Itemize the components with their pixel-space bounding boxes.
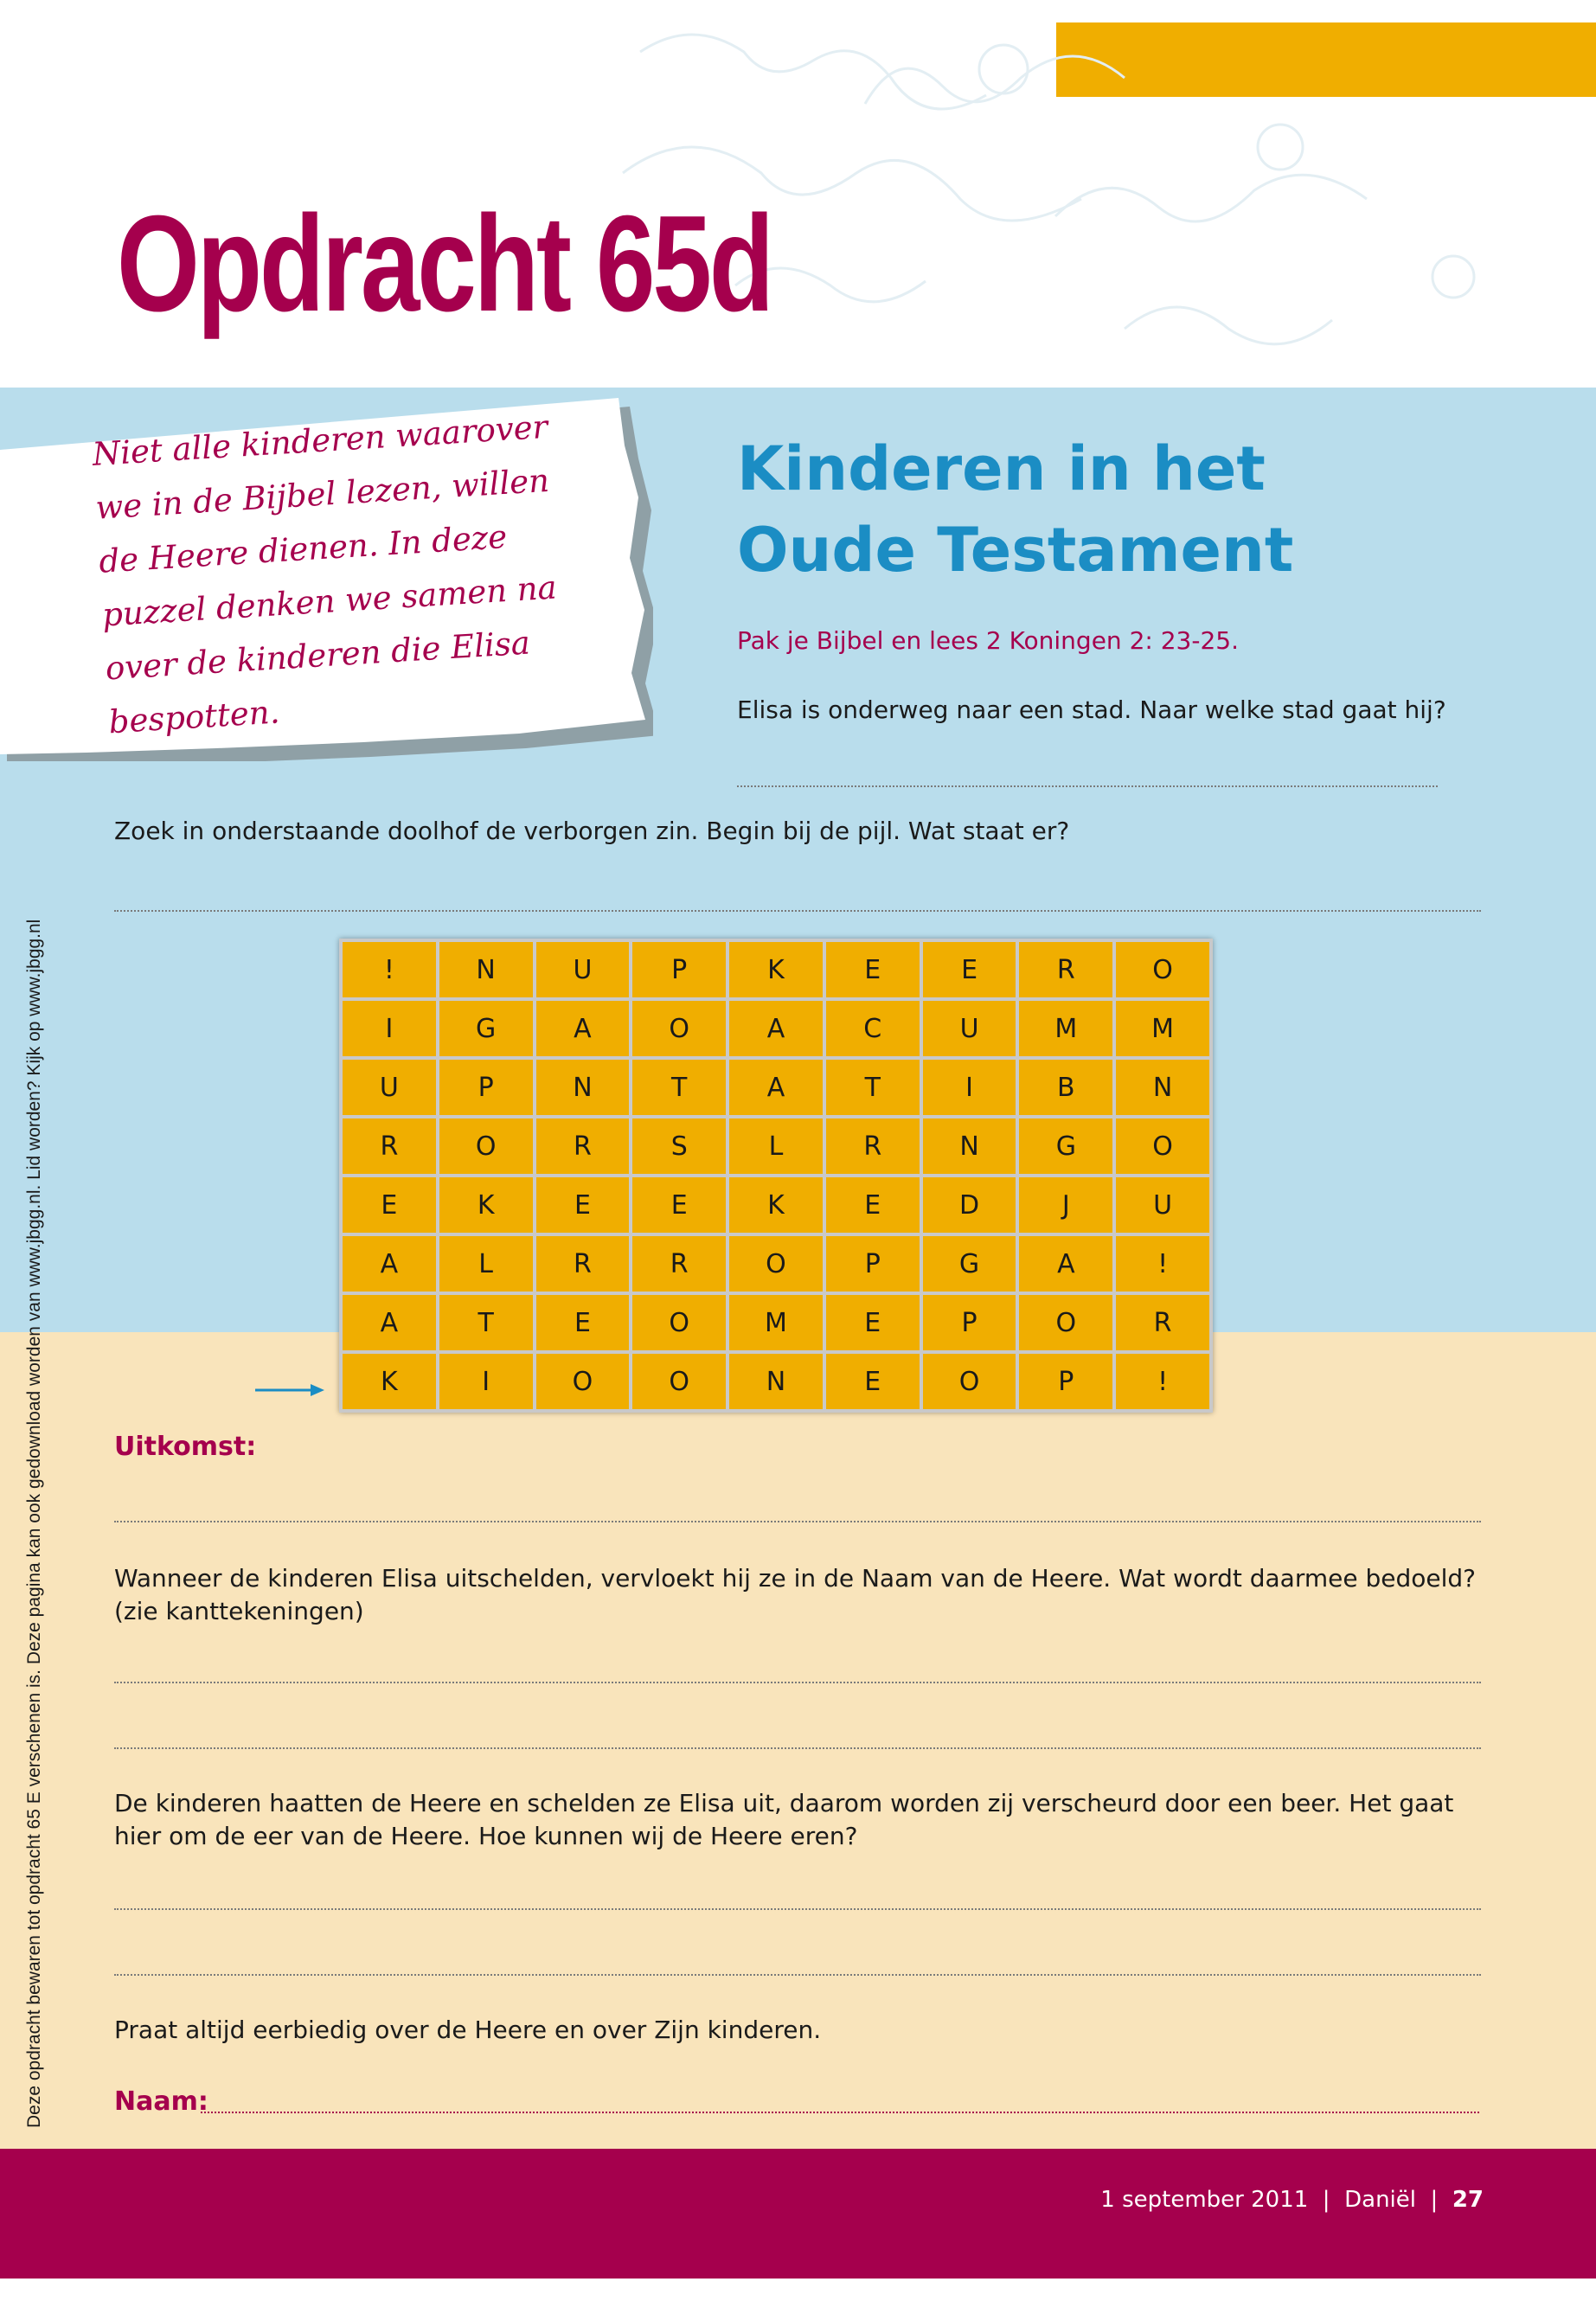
maze-cell: N <box>1116 1060 1209 1115</box>
maze-cell: P <box>826 1236 920 1292</box>
maze-cell: ! <box>1116 1354 1209 1409</box>
answer-line-4b[interactable] <box>114 1974 1481 1976</box>
maze-cell: O <box>729 1236 823 1292</box>
answer-line-3b[interactable] <box>114 1747 1481 1749</box>
maze-cell: O <box>439 1118 533 1174</box>
maze-cell: E <box>826 1177 920 1233</box>
maze-cell: R <box>343 1118 436 1174</box>
maze-cell: M <box>1116 1001 1209 1056</box>
maze-cell: E <box>632 1177 726 1233</box>
maze-cell: O <box>923 1354 1016 1409</box>
maze-cell: I <box>343 1001 436 1056</box>
name-label: Naam: <box>114 2086 208 2117</box>
maze-cell: I <box>439 1354 533 1409</box>
maze-cell: ! <box>1116 1236 1209 1292</box>
maze-cell: E <box>826 1354 920 1409</box>
maze-cell: L <box>439 1236 533 1292</box>
maze-cell: I <box>923 1060 1016 1115</box>
result-answer-line[interactable] <box>114 1521 1481 1522</box>
maze-cell: O <box>1019 1295 1112 1350</box>
maze-cell: R <box>632 1236 726 1292</box>
maze-cell: K <box>729 942 823 997</box>
maze-cell: E <box>826 942 920 997</box>
maze-cell: G <box>439 1001 533 1056</box>
maze-cell: O <box>632 1354 726 1409</box>
maze-cell: C <box>826 1001 920 1056</box>
maze-cell: J <box>1019 1177 1112 1233</box>
section-heading: Kinderen in het Oude Testament <box>737 433 1294 586</box>
maze-cell: T <box>826 1060 920 1115</box>
maze-cell: M <box>1019 1001 1112 1056</box>
maze-cell: R <box>1019 942 1112 997</box>
maze-cell: N <box>923 1118 1016 1174</box>
question-4: De kinderen haatten de Heere en schelden ze Elisa uit, daarom worden zij verscheurd door een beer. Het gaat hier om de eer van de Heere. Hoe kunnen wij de Heere eren? <box>114 1789 1454 1850</box>
maze-cell: E <box>343 1177 436 1233</box>
question-3: Wanneer de kinderen Elisa uitschelden, vervloekt hij ze in de Naam van de Heere. Wat wordt daarmee bedoeld? (zie kanttekeningen) <box>114 1564 1477 1625</box>
footer-info: 1 september 2011 | Daniël | 27 <box>1100 2187 1484 2213</box>
footer-date: 1 september 2011 <box>1100 2187 1309 2213</box>
maze-cell: K <box>729 1177 823 1233</box>
maze-cell: A <box>729 1060 823 1115</box>
page-title: Opdracht 65d <box>117 188 772 340</box>
read-instruction: Pak je Bijbel en lees 2 Koningen 2: 23-25. <box>737 626 1239 655</box>
maze-cell: E <box>536 1177 630 1233</box>
maze-cell: O <box>1116 1118 1209 1174</box>
maze-cell: ! <box>343 942 436 997</box>
maze-cell: N <box>729 1354 823 1409</box>
maze-cell: B <box>1019 1060 1112 1115</box>
start-arrow-icon <box>255 1381 324 1400</box>
footer-section: Daniël <box>1344 2187 1416 2213</box>
maze-cell: A <box>343 1236 436 1292</box>
maze-cell: K <box>439 1177 533 1233</box>
maze-cell: R <box>1116 1295 1209 1350</box>
maze-cell: G <box>923 1236 1016 1292</box>
footer-page-number: 27 <box>1452 2187 1484 2213</box>
maze-cell: R <box>826 1118 920 1174</box>
maze-cell: O <box>632 1001 726 1056</box>
maze-cell: A <box>1019 1236 1112 1292</box>
maze-cell: O <box>536 1354 630 1409</box>
letter-maze-grid <box>339 939 1213 1413</box>
maze-cell: P <box>1019 1354 1112 1409</box>
maze-cell: P <box>923 1295 1016 1350</box>
result-label: Uitkomst: <box>114 1432 257 1462</box>
maze-cell: P <box>439 1060 533 1115</box>
maze-cell: T <box>439 1295 533 1350</box>
answer-line-4a[interactable] <box>114 1908 1481 1910</box>
maze-cell: N <box>536 1060 630 1115</box>
side-note: Deze opdracht bewaren tot opdracht 65 E verschenen is. Deze pagina kan ook gedownload worden van www.jbgg.nl. Lid worden? Kijk op www.jbgg.nl <box>24 919 44 2128</box>
answer-line-3a[interactable] <box>114 1682 1481 1683</box>
closing-text: Praat altijd eerbiedig over de Heere en over Zijn kinderen. <box>114 2016 822 2044</box>
maze-cell: E <box>536 1295 630 1350</box>
maze-cell: S <box>632 1118 726 1174</box>
maze-cell: D <box>923 1177 1016 1233</box>
intro-text: Niet alle kinderen waarover we in de Bijbel lezen, willen de Heere dienen. In deze puzzel denken we samen na over de kinderen die Elisa bespotten. <box>91 407 558 741</box>
maze-cell: U <box>343 1060 436 1115</box>
maze-cell: A <box>729 1001 823 1056</box>
maze-cell: M <box>729 1295 823 1350</box>
answer-line-2[interactable] <box>114 910 1481 912</box>
question-2: Zoek in onderstaande doolhof de verborgen zin. Begin bij de pijl. Wat staat er? <box>114 817 1070 845</box>
maze-cell: O <box>1116 942 1209 997</box>
maze-cell: U <box>923 1001 1016 1056</box>
answer-line-1[interactable] <box>737 785 1438 787</box>
maze-cell: A <box>343 1295 436 1350</box>
maze-cell: R <box>536 1236 630 1292</box>
maze-cell: T <box>632 1060 726 1115</box>
maze-cell: E <box>826 1295 920 1350</box>
maze-cell: G <box>1019 1118 1112 1174</box>
maze-cell: O <box>632 1295 726 1350</box>
maze-cell: R <box>536 1118 630 1174</box>
maze-cell: L <box>729 1118 823 1174</box>
maze-cell: E <box>923 942 1016 997</box>
maze-cell: K <box>343 1354 436 1409</box>
maze-cell: U <box>1116 1177 1209 1233</box>
name-input-line[interactable] <box>201 2112 1479 2113</box>
maze-cell: N <box>439 942 533 997</box>
question-1: Elisa is onderweg naar een stad. Naar welke stad gaat hij? <box>737 695 1446 724</box>
maze-cell: A <box>536 1001 630 1056</box>
footer-bar <box>0 2149 1596 2279</box>
maze-cell: P <box>632 942 726 997</box>
maze-cell: U <box>536 942 630 997</box>
